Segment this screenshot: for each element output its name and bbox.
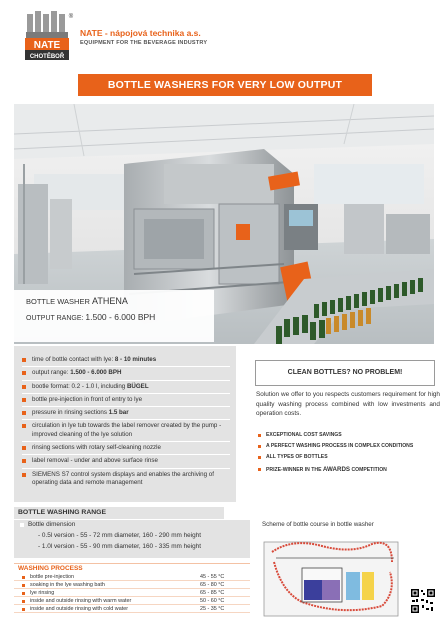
- process-row: lye rinsing 65 - 85 °C: [14, 589, 250, 597]
- photo-caption: [14, 290, 214, 342]
- process-row: soaking in the lye washing bath 65 - 80 °C: [14, 581, 250, 589]
- range-line: - 1.0l version - 55 - 90 mm diameter, 160 - 335 mm height: [38, 543, 202, 550]
- bottle-dimension-label: Bottle dimension: [18, 520, 246, 530]
- washing-range-box: [14, 520, 250, 558]
- spec-item: pressure in rinsing sections 1.5 bar: [22, 407, 230, 420]
- spec-item: rinsing sections with rotary self-cleaning nozzle: [22, 442, 230, 455]
- washing-range-title: BOTTLE WASHING RANGE: [14, 507, 224, 519]
- process-row: inside and outside rinsing with cold water 25 - 35 °C: [14, 605, 250, 613]
- spec-item: bottle pre-injection in front of entry to lye: [22, 394, 230, 407]
- spec-item: label removal - under and above surface rinse: [22, 455, 230, 468]
- range-line: - 0.5l version - 55 - 72 mm diameter, 160 - 290 mm height: [38, 532, 202, 539]
- feature-list: [258, 432, 442, 478]
- svg-text:®: ®: [68, 14, 74, 20]
- nate-logo: [24, 10, 74, 62]
- caption-output: OUTPUT RANGE: 1.500 - 6.000 BPH: [26, 312, 156, 322]
- process-row: bottle pre-injection 45 - 55 °C: [14, 573, 250, 581]
- clean-bottles-heading: CLEAN BOTTLES? NO PROBLEM!: [255, 360, 435, 386]
- caption-model: BOTTLE WASHER ATHENA: [26, 296, 128, 306]
- feature-item: EXCEPTIONAL COST SAVINGS: [258, 432, 442, 439]
- spec-item: circulation in lye tub towards the label remover created by the pump - improved cleaning of the lye solution: [22, 420, 230, 442]
- feature-item: PRIZE-WINNER IN THE AWARDS COMPETITION: [258, 466, 442, 474]
- feature-item: A PERFECT WASHING PROCESS IN COMPLEX CONDITIONS: [258, 443, 442, 450]
- svg-text:CHOTĚBOŘ: CHOTĚBOŘ: [29, 54, 65, 60]
- qr-code-icon: [410, 588, 436, 614]
- spec-item: output range: 1.500 - 6.000 BPH: [22, 367, 230, 380]
- spec-list-panel: [14, 346, 236, 502]
- svg-text:NATE: NATE: [33, 40, 61, 51]
- feature-item: ALL TYPES OF BOTTLES: [258, 454, 442, 461]
- process-row: inside and outside rinsing with warm water 50 - 60 °C: [14, 597, 250, 605]
- spec-item: SIEMENS S7 control system displays and enables the archiving of operating data and remote management: [22, 469, 230, 490]
- company-name: NATE - nápojová technika a.s.: [80, 28, 201, 38]
- bottle-course-scheme: [262, 532, 402, 620]
- spec-item: bootle format: 0.2 - 1.0 l, including BÜGEL: [22, 381, 230, 394]
- company-block: [80, 28, 207, 46]
- washing-process-title: WASHING PROCESS: [14, 563, 250, 573]
- company-tagline: EQUIPMENT FOR THE BEVERAGE INDUSTRY: [80, 40, 208, 46]
- scheme-title: Scheme of bottle course in bottle washer: [262, 521, 374, 528]
- spec-item: time of bottle contact with lye: 8 - 10 minutes: [22, 354, 230, 367]
- washing-process-table: [14, 573, 250, 613]
- title-banner: BOTTLE WASHERS FOR VERY LOW OUTPUT: [78, 74, 372, 96]
- solution-paragraph: Solution we offer to you respects customers requirement for high quality washing process combined with low investments and operation costs.: [256, 391, 440, 418]
